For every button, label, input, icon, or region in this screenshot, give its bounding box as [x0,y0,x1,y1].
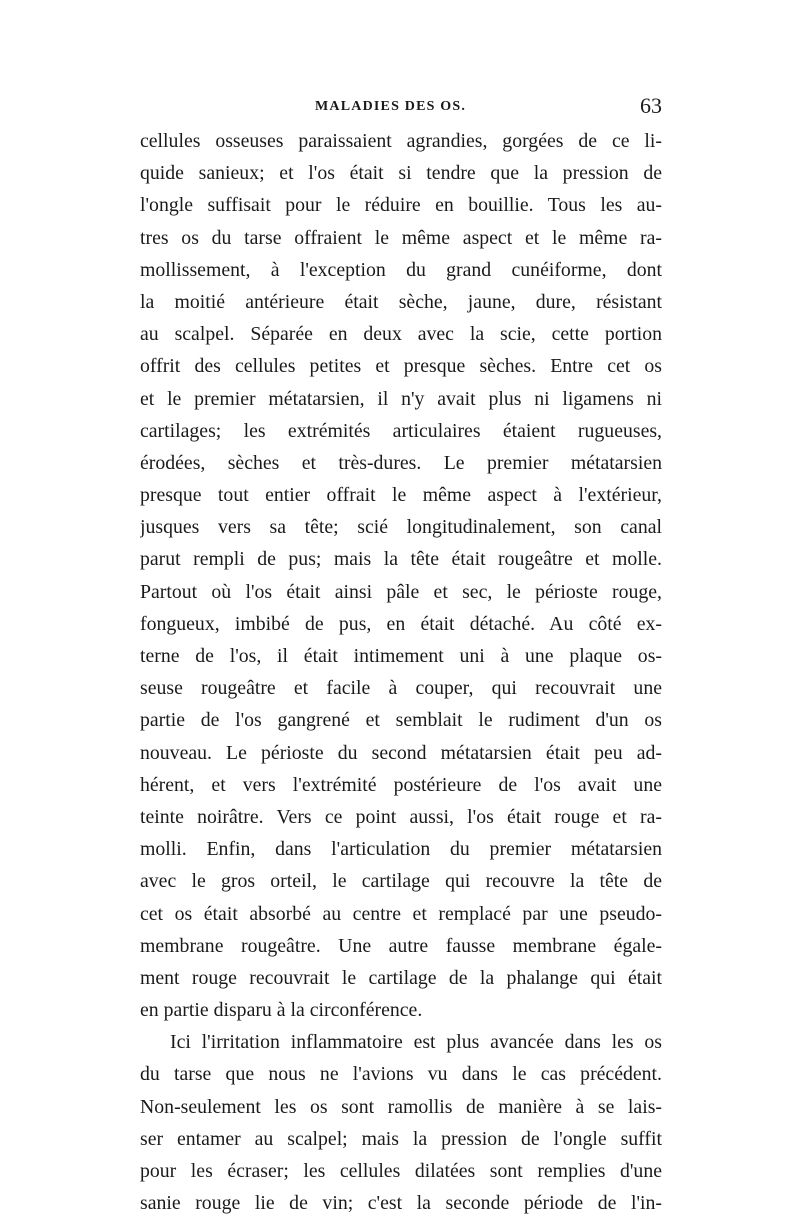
text-line: fongueux, imbibé de pus, en était détaché. Au côté ex- [140,612,662,635]
text-line: molli. Enfin, dans l'articulation du premier métatarsien [140,838,662,861]
text-line: teinte noirâtre. Vers ce point aussi, l'os était rouge et ra- [140,805,662,828]
text-line: en partie disparu à la circonférence. [140,999,423,1022]
text-line: membrane rougeâtre. Une autre fausse membrane égale- [140,934,662,957]
text-line: hérent, et vers l'extrémité postérieure de l'os avait une [140,773,662,796]
text-line: la moitié antérieure était sèche, jaune, dure, résistant [140,290,662,313]
text-line: seuse rougeâtre et facile à couper, qui recouvrait une [140,677,662,700]
text-line: offrit des cellules petites et presque sèches. Entre cet os [140,355,662,378]
text-line: l'ongle suffisait pour le réduire en bouillie. Tous les au- [140,194,662,217]
text-line: quide sanieux; et l'os était si tendre que la pression de [140,162,662,185]
running-title: MALADIES DES OS. [315,99,467,114]
running-header [140,93,662,119]
text-line: partie de l'os gangrené et semblait le rudiment d'un os [140,709,662,732]
text-line: sanie rouge lie de vin; c'est la seconde période de l'in- [140,1192,662,1215]
text-line: mollissement, à l'exception du grand cunéiforme, dont [140,258,662,281]
text-line: érodées, sèches et très-dures. Le premier métatarsien [140,451,662,474]
text-line: ser entamer au scalpel; mais la pression de l'ongle suffit [140,1127,662,1150]
text-line: nouveau. Le périoste du second métatarsien était peu ad- [140,741,662,764]
text-line: et le premier métatarsien, il n'y avait plus ni ligamens ni [140,387,662,410]
text-line: avec le gros orteil, le cartilage qui recouvre la tête de [140,870,662,893]
text-line: ment rouge recouvrait le cartilage de la phalange qui était [140,966,662,989]
text-line: Ici l'irritation inflammatoire est plus avancée dans les os [170,1031,662,1054]
text-line: jusques vers sa tête; scié longitudinalement, son canal [140,516,662,539]
text-line: terne de l'os, il était intimement uni à une plaque os- [140,645,662,667]
page-number: 63 [640,93,662,118]
text-line: du tarse que nous ne l'avions vu dans le cas précédent. [140,1063,662,1086]
body-text [140,125,662,1219]
text-line: cartilages; les extrémités articulaires étaient rugueuses, [140,419,662,442]
text-line: Non-seulement les os sont ramollis de manière à se lais- [140,1095,662,1118]
text-line: Partout où l'os était ainsi pâle et sec, le périoste rouge, [140,580,662,603]
text-line: tres os du tarse offraient le même aspect et le même ra- [140,226,662,249]
text-line: au scalpel. Séparée en deux avec la scie, cette portion [140,323,662,346]
text-line: parut rempli de pus; mais la tête était rougeâtre et molle. [140,548,662,571]
text-line: pour les écraser; les cellules dilatées sont remplies d'une [140,1160,662,1182]
text-line: presque tout entier offrait le même aspect à l'extérieur, [140,484,662,507]
text-line: cellules osseuses paraissaient agrandies, gorgées de ce li- [140,130,662,152]
text-line: cet os était absorbé au centre et remplacé par une pseudo- [140,902,662,925]
